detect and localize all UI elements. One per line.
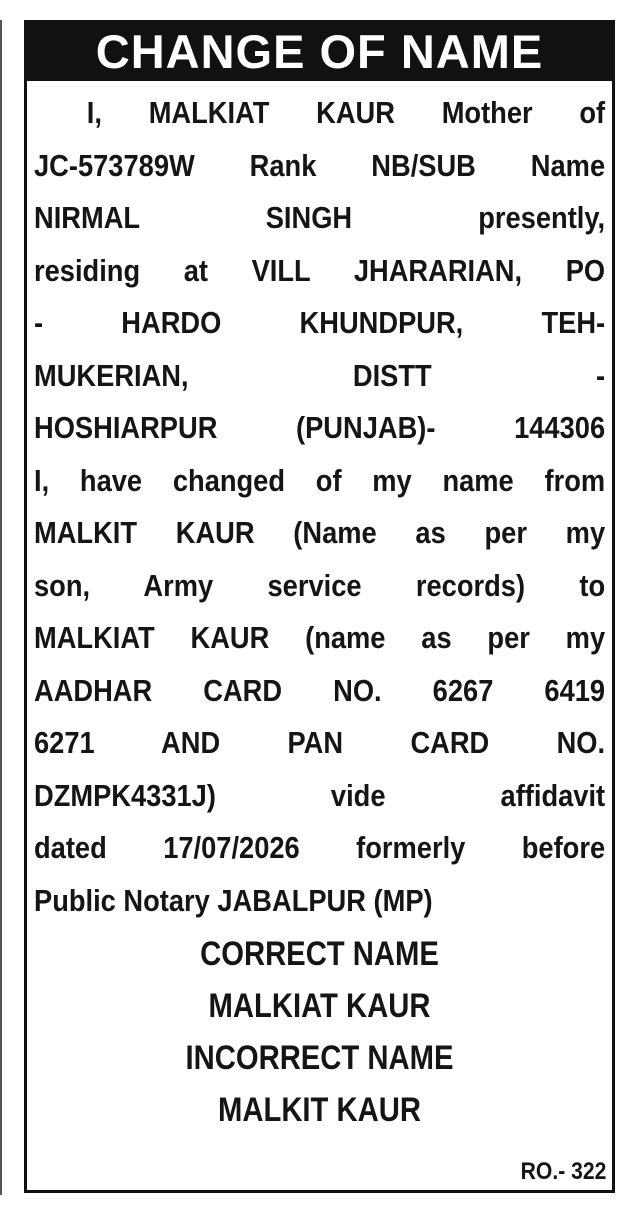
notice-body [34, 87, 605, 927]
body-line: MALKIT KAUR (Name as per my [34, 515, 606, 550]
correct-name-label: CORRECT NAME [200, 935, 439, 973]
name-change-notice [24, 20, 615, 1193]
body-line: 6271 AND PAN CARD NO. [34, 725, 606, 760]
body-line: HOSHIARPUR (PUNJAB)- 144306 [34, 410, 606, 445]
body-line: Public Notary JABALPUR (MP) [34, 882, 433, 918]
notice-header [27, 23, 612, 81]
incorrect-name-label: INCORRECT NAME [185, 1039, 454, 1077]
body-line: MUKERIAN, DISTT - [34, 357, 606, 393]
ro-number: RO.- 322 [520, 1158, 606, 1185]
body-line: DZMPK4331J) vide affidavit [34, 777, 606, 813]
name-summary [27, 928, 612, 1136]
body-line: I, have changed of my name from [34, 462, 606, 498]
notice-title: CHANGE OF NAME [95, 25, 544, 78]
incorrect-name-value: MALKIT KAUR [217, 1091, 422, 1129]
left-border-rule [0, 20, 2, 1195]
body-line: MALKIAT KAUR (name as per my [34, 620, 606, 655]
body-line: - HARDO KHUNDPUR, TEH- [34, 305, 606, 340]
body-line: I, MALKIAT KAUR Mother of [86, 95, 606, 130]
body-line: JC-573789W Rank NB/SUB Name [34, 147, 606, 183]
body-line: residing at VILL JHARARIAN, PO [34, 252, 606, 288]
body-line: NIRMAL SINGH presently, [34, 200, 606, 235]
body-line: AADHAR CARD NO. 6267 6419 [34, 672, 606, 708]
correct-name-value: MALKIAT KAUR [208, 987, 431, 1025]
body-line: son, Army service records) to [34, 567, 606, 603]
body-line: dated 17/07/2026 formerly before [34, 830, 606, 865]
